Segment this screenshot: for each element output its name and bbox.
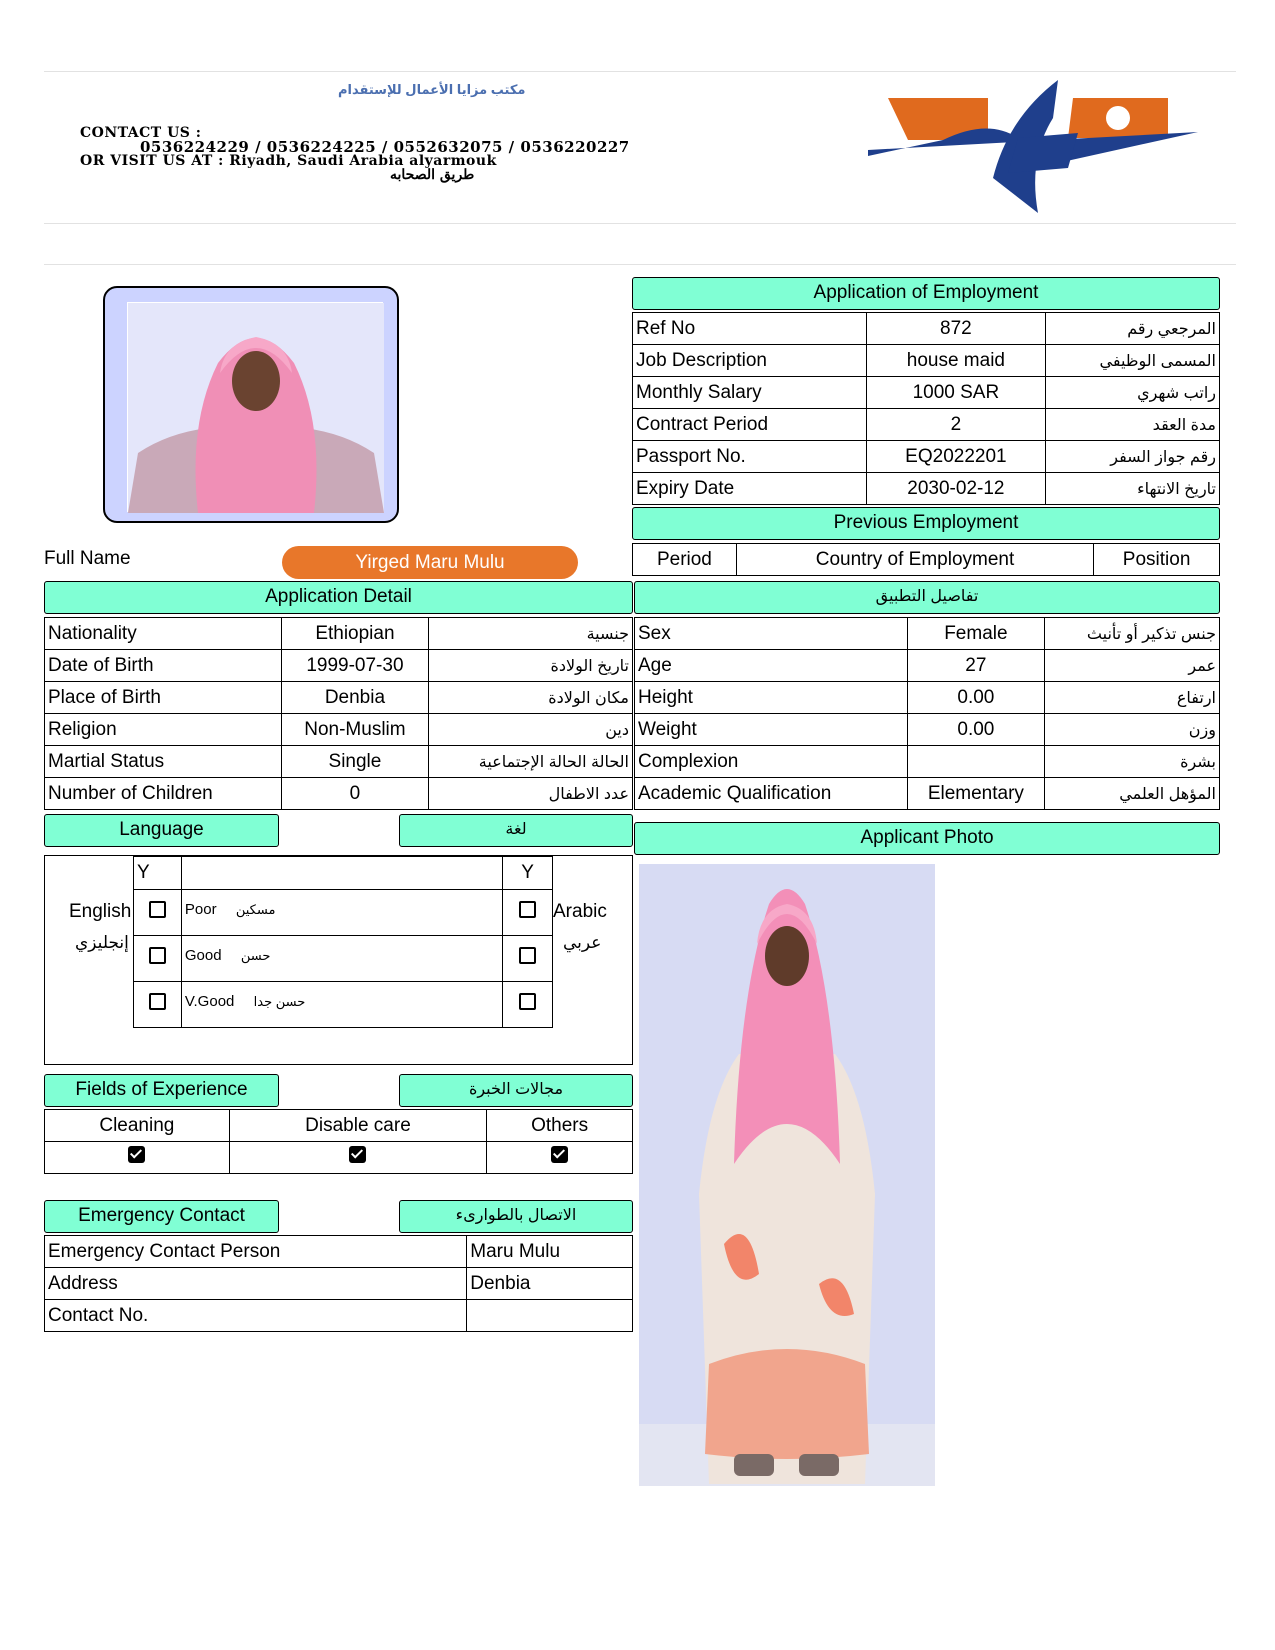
full-name-value: Yirged Maru Mulu: [282, 546, 578, 579]
application-detail-header: Application Detail: [44, 581, 633, 614]
table-row: Expiry Date 2030-02-12 تاريخ الانتهاء: [633, 473, 1220, 505]
contact-address: OR VISIT US AT : Riyadh, Saudi Arabia alyarmouk: [80, 153, 497, 169]
arabic-good-checkbox[interactable]: [519, 947, 536, 964]
table-header-row: Period Country of Employment Position: [633, 544, 1220, 576]
table-row: Nationality Ethiopian جنسية: [45, 618, 633, 650]
table-row: Monthly Salary 1000 SAR راتب شهري: [633, 377, 1220, 409]
applicant-photo: [639, 864, 935, 1486]
emergency-header: Emergency Contact: [44, 1200, 279, 1233]
field-others: Others: [487, 1110, 633, 1142]
arabic-label-ar: عربي: [563, 933, 602, 952]
language-header-ar: لغة: [399, 814, 633, 847]
english-poor-checkbox[interactable]: [149, 901, 166, 918]
cleaning-checkbox[interactable]: [128, 1146, 145, 1163]
experience-header: Fields of Experience: [44, 1074, 279, 1107]
employment-table: [632, 312, 1220, 505]
table-row: Number of Children 0 عدد الاطفال: [45, 778, 633, 810]
table-row: Place of Birth Denbia مكان الولادة: [45, 682, 633, 714]
table-row: Date of Birth 1999-07-30 تاريخ الولادة: [45, 650, 633, 682]
passport-photo-frame: [103, 286, 399, 523]
table-row: Passport No. EQ2022201 رقم جواز السفر: [633, 441, 1220, 473]
previous-employment-header: Previous Employment: [632, 507, 1220, 540]
arabic-label: Arabic: [553, 901, 607, 922]
header-bottom-rule: [44, 223, 1236, 224]
table-row: Height 0.00 ارتفاع: [635, 682, 1220, 714]
level-poor-label-ar: مسكين: [235, 902, 276, 917]
table-row: Weight 0.00 وزن: [635, 714, 1220, 746]
passport-photo: [127, 302, 383, 512]
english-vgood-checkbox[interactable]: [149, 993, 166, 1010]
application-detail-table: [44, 617, 633, 810]
table-row: Sex Female جنس تذكير أو تأنيث: [635, 618, 1220, 650]
english-label: English: [69, 901, 132, 922]
table-row: Contract Period 2 مدة العقد: [633, 409, 1220, 441]
disable-care-checkbox[interactable]: [349, 1146, 366, 1163]
arabic-poor-checkbox[interactable]: [519, 901, 536, 918]
company-logo: [868, 78, 1208, 218]
level-good-label-ar: حسن: [240, 948, 271, 963]
full-name-label: Full Name: [44, 548, 131, 569]
application-detail-ar-table: [634, 617, 1220, 810]
others-checkbox[interactable]: [551, 1146, 568, 1163]
language-header: Language: [44, 814, 279, 847]
table-row: Contact No.: [45, 1300, 633, 1332]
language-box: [44, 855, 633, 1065]
previous-employment-table: [632, 543, 1220, 576]
table-row: Address Denbia: [45, 1268, 633, 1300]
table-row: Martial Status Single الحالة الحالة الإجتماعية: [45, 746, 633, 778]
table-row: [45, 1142, 633, 1174]
applicant-photo-header: Applicant Photo: [634, 822, 1220, 855]
employment-header: Application of Employment: [632, 277, 1220, 310]
english-good-checkbox[interactable]: [149, 947, 166, 964]
header-top-rule: [44, 71, 1236, 72]
contact-block: [80, 126, 630, 182]
experience-table: [44, 1109, 633, 1174]
field-cleaning: Cleaning: [45, 1110, 230, 1142]
experience-header-ar: مجالات الخبرة: [399, 1074, 633, 1107]
table-row: Emergency Contact Person Maru Mulu: [45, 1236, 633, 1268]
header-divider: [44, 264, 1236, 265]
field-disable-care: Disable care: [229, 1110, 487, 1142]
level-poor-label: Poor: [184, 901, 217, 918]
emergency-header-ar: الاتصال بالطوارىء: [399, 1200, 633, 1233]
contact-phones: 0536224229 / 0536224225 / 0552632075 / 0536220227: [140, 138, 630, 156]
contact-label: CONTACT US :: [80, 125, 202, 141]
table-row: Ref No 872 المرجعي رقم: [633, 313, 1220, 345]
table-row: Complexion بشرة: [635, 746, 1220, 778]
application-detail-ar-header: تفاصيل التطبيق: [634, 581, 1220, 614]
level-vgood-label: V.Good: [184, 993, 235, 1010]
english-label-ar: إنجليزي: [75, 933, 129, 952]
level-vgood-label-ar: حسن جدا: [253, 994, 306, 1009]
office-name-ar: مكتب مزايا الأعمال للإستقدام: [338, 82, 526, 97]
table-row: Religion Non-Muslim دين: [45, 714, 633, 746]
level-good-label: Good: [184, 947, 222, 964]
emergency-table: [44, 1235, 633, 1332]
language-grid: Y Y Poor مسكين Good حسن V.Good حسن جدا: [133, 856, 553, 1028]
contact-address-ar: طريق الصحابه: [390, 167, 475, 183]
table-header-row: [45, 1110, 633, 1142]
table-row: Academic Qualification Elementary المؤهل العلمي: [635, 778, 1220, 810]
table-row: Age 27 عمر: [635, 650, 1220, 682]
table-row: Job Description house maid المسمى الوظيفي: [633, 345, 1220, 377]
arabic-vgood-checkbox[interactable]: [519, 993, 536, 1010]
